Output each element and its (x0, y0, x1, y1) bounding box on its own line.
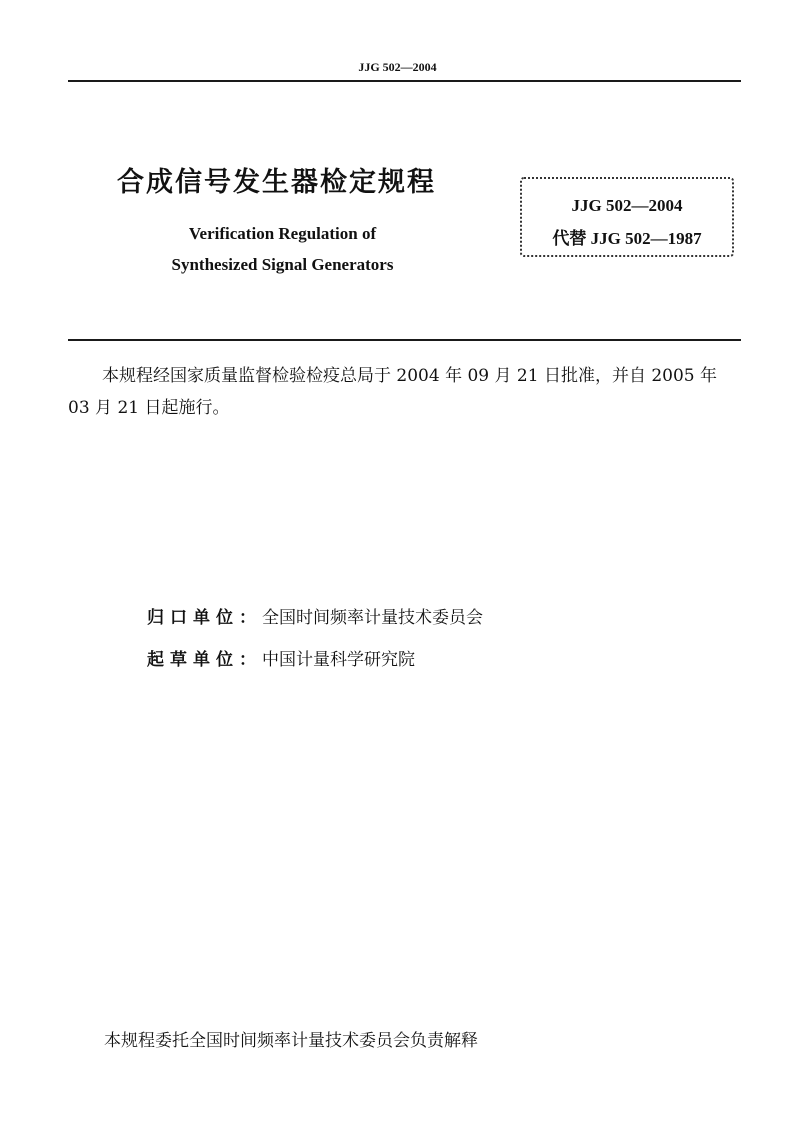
drafting-unit-row (147, 645, 415, 670)
title-rule (68, 339, 741, 341)
header-rule (68, 80, 741, 82)
responsible-unit-value: 全国时间频率计量技术委员会 (262, 608, 483, 628)
responsible-unit-label: 归口单位： (147, 608, 262, 628)
drafting-unit-label: 起草单位： (147, 650, 262, 670)
drafting-unit-value: 中国计量科学研究院 (262, 650, 415, 670)
document-title-english-line1: Verification Regulation of (188, 224, 377, 243)
responsible-unit-row (147, 603, 483, 628)
replaced-standard-code: 代替 JJG 502—1987 (552, 229, 702, 248)
document-title-english-line2: Synthesized Signal Generators (171, 255, 394, 274)
document-title-chinese: 合成信号发生器检定规程 (117, 167, 436, 198)
standard-code: JJG 502—2004 (571, 196, 683, 215)
interpretation-note: 本规程委托全国时间频率计量技术委员会负责解释 (104, 1031, 478, 1051)
header-document-code: JJG 502—2004 (358, 60, 437, 74)
approval-statement: 本规程经国家质量监督检验检疫总局于 2004 年 09 月 21 日批准，并自 2005 年 03 月 21 日起施行。 (68, 366, 718, 418)
standard-code-box (520, 177, 734, 257)
